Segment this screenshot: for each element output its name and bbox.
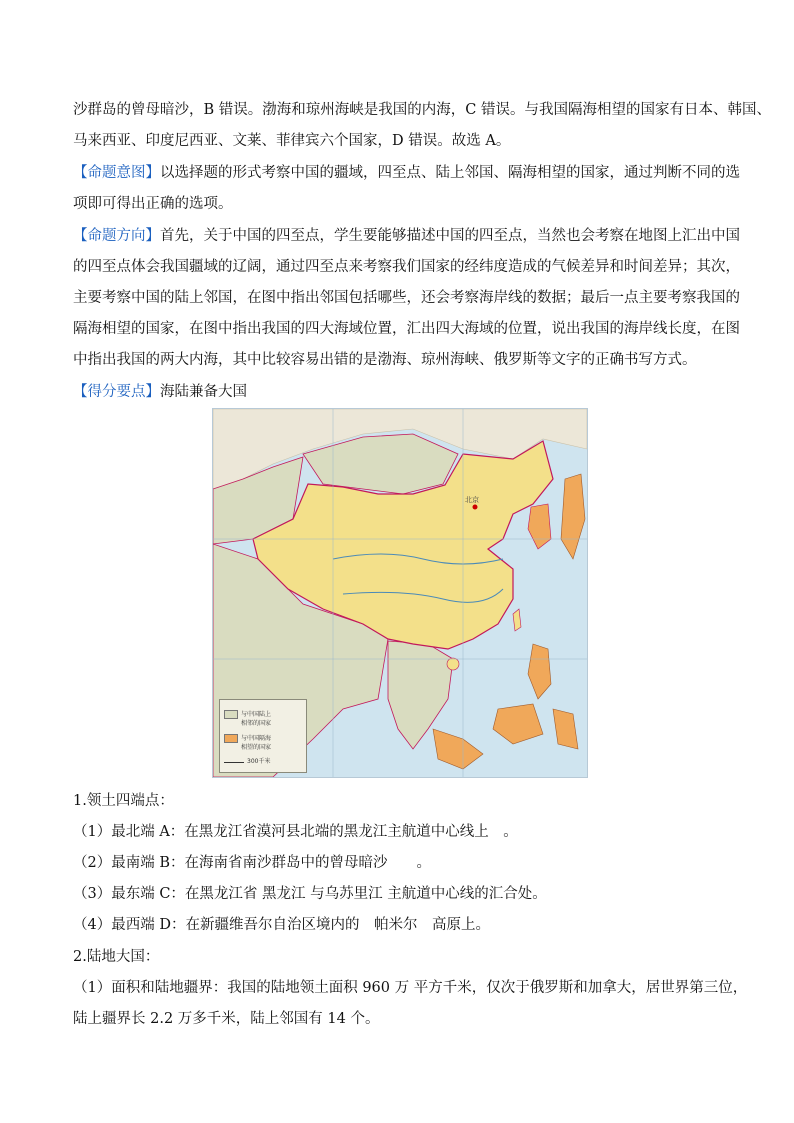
- paragraph-line: [73, 382, 733, 402]
- list-item: （1）最北端 A：在黑龙江省漠河县北端的黑龙江主航道中心线上 。: [73, 824, 518, 840]
- paragraph-line: 主要考察中国的陆上邻国，在图中指出邻国包括哪些，还会考察海岸线的数据；最后一点主要考察我国的: [73, 290, 740, 306]
- paragraph-text: 以选择题的形式考察中国的疆域，四至点、陆上邻国、隔海相望的国家，通过判断不同的选: [160, 165, 740, 181]
- section-title: 2.陆地大国：: [73, 949, 160, 965]
- paragraph-line: 沙群岛的曾母暗沙，B 错误。渤海和琼州海峡是我国的内海，C 错误。与我国隔海相望的国家有日本、韩国、: [73, 102, 771, 118]
- list-item: （2）最南端 B：在海南省南沙群岛中的曾母暗沙 。: [73, 855, 431, 871]
- legend-item-land-neighbor-2: 相邻的国家: [241, 720, 272, 727]
- legend-item-sea-neighbor-2: 相望的国家: [241, 744, 272, 751]
- paragraph-line: 马来西亚、印度尼西亚、文莱、菲律宾六个国家，D 错误。故选 A。: [73, 133, 511, 149]
- scale-bar: [224, 762, 244, 763]
- legend-swatch-sea: [224, 734, 238, 743]
- legend-item-land-neighbor: 与中国陆上: [224, 710, 271, 719]
- map-scale: 300千米: [224, 758, 270, 766]
- section-tag-key-points: 【得分要点】: [73, 384, 160, 400]
- section-tag-direction: 【命题方向】: [73, 228, 160, 244]
- paragraph-line: 中指出我国的两大内海，其中比较容易出错的是渤海、琼州海峡、俄罗斯等文字的正确书写方式。: [73, 352, 697, 368]
- legend-swatch-land: [224, 710, 238, 719]
- list-item: （3）最东端 C：在黑龙江省 黑龙江 与乌苏里江 主航道中心线的汇合处。: [73, 886, 547, 902]
- section-title: 1.领土四端点：: [73, 793, 174, 809]
- paragraph-line: 隔海相望的国家，在图中指出我国的四大海域位置，汇出四大海域的位置，说出我国的海岸线长度，在图: [73, 321, 740, 337]
- paragraph-text: 海陆兼备大国: [160, 384, 247, 400]
- paragraph-line: 的四至点体会我国疆域的辽阔，通过四至点来考察我们国家的经纬度造成的气候差异和时间差异；其次，: [73, 259, 740, 275]
- paragraph-line: [73, 163, 740, 183]
- china-map-figure: [212, 408, 588, 778]
- paragraph-line: 项即可得出正确的选项。: [73, 196, 233, 212]
- list-item: （1）面积和陆地疆界：我国的陆地领土面积 960 万 平方千米，仅次于俄罗斯和加拿大，居世界第三位，: [73, 980, 748, 996]
- list-item: （4）最西端 D：在新疆维吾尔自治区境内的 帕米尔 高原上。: [73, 917, 490, 933]
- legend-item-sea-neighbor: 与中国隔海: [224, 734, 271, 743]
- capital-marker: [473, 505, 478, 510]
- paragraph-line: [73, 226, 740, 246]
- list-item: 陆上疆界长 2.2 万多千米，陆上邻国有 14 个。: [73, 1011, 380, 1027]
- map-legend: [219, 699, 307, 773]
- paragraph-text: 首先，关于中国的四至点，学生要能够描述中国的四至点，当然也会考察在地图上汇出中国: [160, 228, 740, 244]
- section-tag-intent: 【命题意图】: [73, 165, 160, 181]
- capital-label: 北京: [465, 496, 479, 504]
